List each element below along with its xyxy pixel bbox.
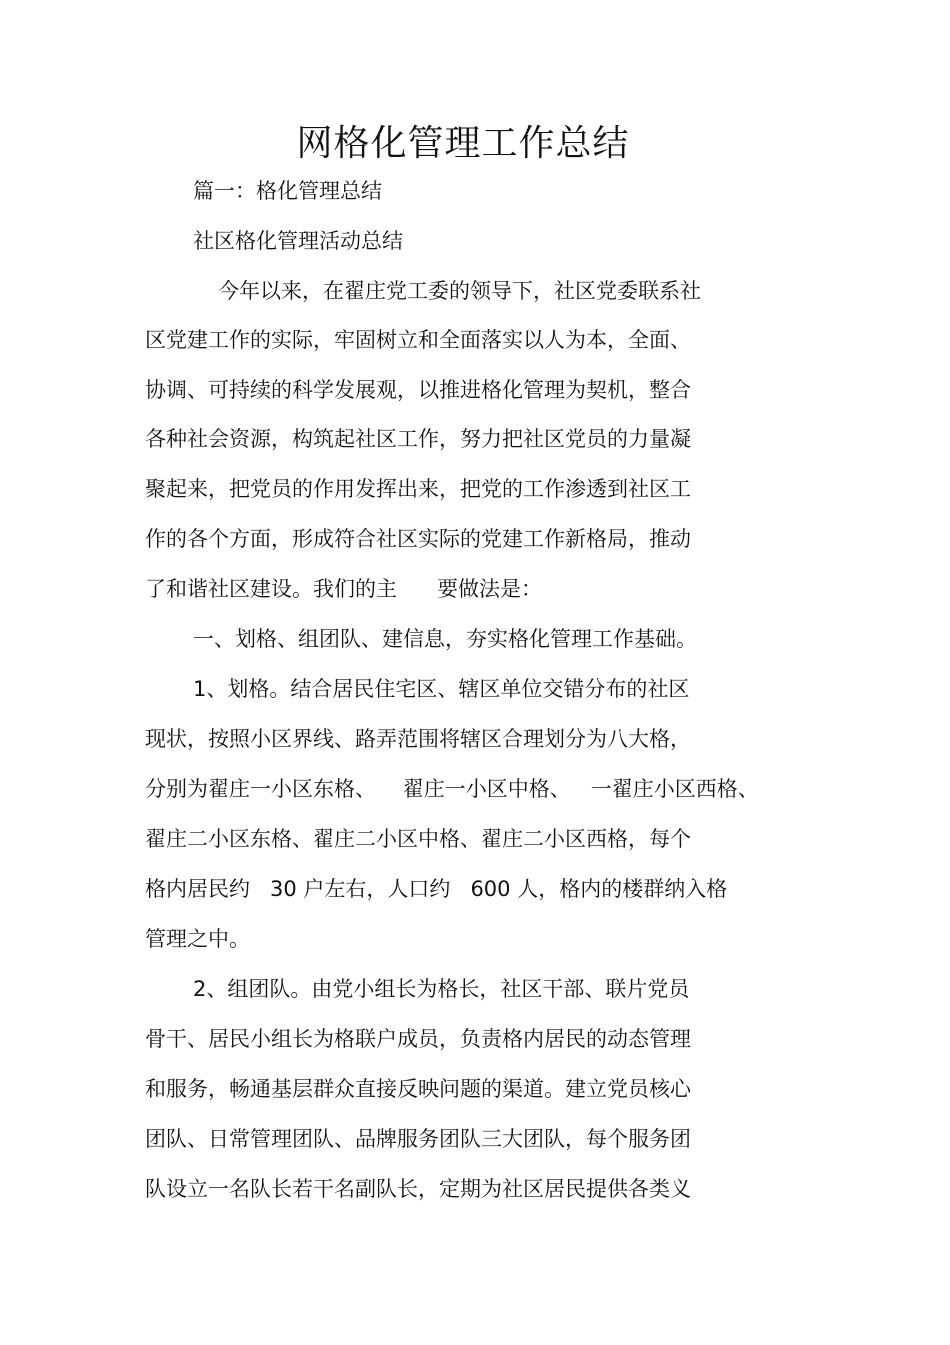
text-line-12: 现状，按照小区界线、路弄范围将辖区合理划分为八大格，	[145, 727, 691, 751]
text-line-13: 分别为翟庄一小区东格、 翟庄一小区中格、 一翟庄小区西格、	[145, 777, 759, 801]
text-line-14: 翟庄二小区东格、翟庄二小区中格、翟庄二小区西格，每个	[145, 827, 691, 851]
text-line-19: 和服务，畅通基层群众直接反映问题的渠道。建立党员核心	[145, 1077, 691, 1101]
text-line-3: 今年以来，在翟庄党工委的领导下，社区党委联系社	[218, 279, 701, 303]
text-line-20: 团队、日常管理团队、品牌服务团队三大团队，每个服务团	[145, 1127, 691, 1151]
text-line-5: 协调、可持续的科学发展观，以推进格化管理为契机，整合	[145, 378, 691, 402]
text-line-1: 篇一：格化管理总结	[193, 179, 382, 203]
text-line-8: 作的各个方面，形成符合社区实际的党建工作新格局，推动	[145, 527, 691, 551]
document-title: 网格化管理工作总结	[296, 123, 630, 164]
text-line-9: 了和谐社区建设。我们的主 要做法是：	[145, 577, 543, 601]
text-line-2: 社区格化管理活动总结	[193, 229, 403, 253]
text-line-11: 1、划格。结合居民住宅区、辖区单位交错分布的社区	[193, 677, 690, 701]
text-line-7: 聚起来，把党员的作用发挥出来，把党的工作渗透到社区工	[145, 477, 691, 501]
text-line-18: 骨干、居民小组长为格联户成员，负责格内居民的动态管理	[145, 1027, 691, 1051]
text-line-4: 区党建工作的实际，牢固树立和全面落实以人为本，全面、	[145, 328, 691, 352]
text-line-16: 管理之中。	[145, 927, 250, 951]
text-line-21: 队设立一名队长若干名副队长，定期为社区居民提供各类义	[145, 1177, 691, 1201]
text-line-17: 2、组团队。由党小组长为格长，社区干部、联片党员	[193, 977, 690, 1001]
text-line-15: 格内居民约 30 户左右，人口约 600 人，格内的楼群纳入格	[145, 877, 728, 901]
text-line-6: 各种社会资源，构筑起社区工作，努力把社区党员的力量凝	[145, 427, 691, 451]
text-line-10: 一、划格、组团队、建信息，夯实格化管理工作基础。	[193, 627, 697, 651]
